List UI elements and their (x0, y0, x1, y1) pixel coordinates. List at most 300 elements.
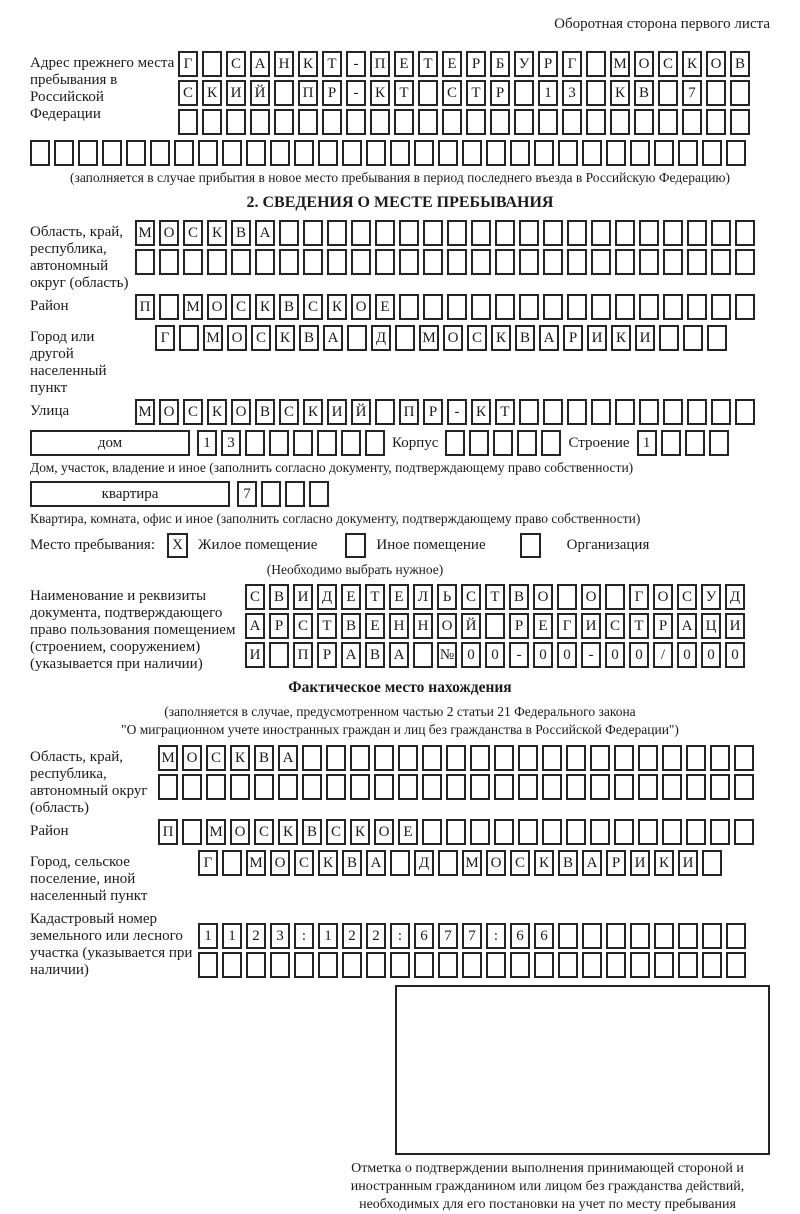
char-cell[interactable] (606, 923, 626, 949)
char-cell[interactable]: 3 (221, 430, 241, 456)
char-cell[interactable]: Т (418, 51, 438, 77)
char-cell[interactable] (178, 109, 198, 135)
char-cell[interactable] (687, 399, 707, 425)
char-cell[interactable] (469, 430, 489, 456)
char-cell[interactable]: О (486, 850, 506, 876)
char-cell[interactable] (309, 481, 329, 507)
char-cell[interactable] (366, 952, 386, 978)
char-cell[interactable]: Р (322, 80, 342, 106)
char-cell[interactable] (493, 430, 513, 456)
char-cell[interactable] (586, 51, 606, 77)
char-cell[interactable] (494, 745, 514, 771)
char-cell[interactable] (663, 399, 683, 425)
char-cell[interactable]: Г (562, 51, 582, 77)
char-cell[interactable]: В (634, 80, 654, 106)
char-cell[interactable] (470, 819, 490, 845)
char-cell[interactable] (543, 399, 563, 425)
char-cell[interactable]: С (254, 819, 274, 845)
char-cell[interactable] (514, 80, 534, 106)
char-cell[interactable] (270, 952, 290, 978)
char-cell[interactable] (567, 220, 587, 246)
char-cell[interactable]: В (365, 642, 385, 668)
char-cell[interactable] (226, 109, 246, 135)
char-cell[interactable] (438, 140, 458, 166)
char-cell[interactable]: А (389, 642, 409, 668)
char-cell[interactable] (222, 952, 242, 978)
char-cell[interactable] (231, 249, 251, 275)
char-cell[interactable]: 1 (222, 923, 242, 949)
char-cell[interactable]: - (581, 642, 601, 668)
char-cell[interactable] (566, 819, 586, 845)
char-cell[interactable]: О (634, 51, 654, 77)
char-cell[interactable]: Н (274, 51, 294, 77)
char-cell[interactable] (711, 399, 731, 425)
char-cell[interactable]: 0 (725, 642, 745, 668)
char-cell[interactable] (442, 109, 462, 135)
char-cell[interactable] (702, 923, 722, 949)
char-cell[interactable] (678, 923, 698, 949)
char-cell[interactable] (462, 952, 482, 978)
char-cell[interactable]: 1 (637, 430, 657, 456)
char-cell[interactable] (446, 819, 466, 845)
char-cell[interactable]: Д (317, 584, 337, 610)
char-cell[interactable] (422, 774, 442, 800)
char-cell[interactable]: Д (725, 584, 745, 610)
char-cell[interactable] (418, 109, 438, 135)
char-cell[interactable]: К (610, 80, 630, 106)
char-cell[interactable]: О (227, 325, 247, 351)
char-cell[interactable] (610, 109, 630, 135)
char-cell[interactable]: Ц (701, 613, 721, 639)
char-cell[interactable] (422, 819, 442, 845)
char-cell[interactable] (159, 294, 179, 320)
char-cell[interactable]: М (135, 399, 155, 425)
char-cell[interactable] (557, 584, 577, 610)
char-cell[interactable] (445, 430, 465, 456)
char-cell[interactable] (347, 325, 367, 351)
char-cell[interactable] (519, 399, 539, 425)
char-cell[interactable]: О (159, 399, 179, 425)
char-cell[interactable]: В (254, 745, 274, 771)
char-cell[interactable]: С (293, 613, 313, 639)
char-cell[interactable] (614, 745, 634, 771)
char-cell[interactable]: 0 (677, 642, 697, 668)
char-cell[interactable] (471, 294, 491, 320)
char-cell[interactable] (558, 140, 578, 166)
char-cell[interactable] (654, 923, 674, 949)
char-cell[interactable] (326, 745, 346, 771)
char-cell[interactable]: А (677, 613, 697, 639)
char-cell[interactable]: Г (629, 584, 649, 610)
char-cell[interactable] (659, 325, 679, 351)
char-cell[interactable]: Б (490, 51, 510, 77)
char-cell[interactable]: - (509, 642, 529, 668)
char-cell[interactable] (495, 249, 515, 275)
char-cell[interactable]: 0 (557, 642, 577, 668)
char-cell[interactable]: О (443, 325, 463, 351)
char-cell[interactable] (279, 249, 299, 275)
char-cell[interactable]: А (250, 51, 270, 77)
char-cell[interactable] (614, 819, 634, 845)
char-cell[interactable] (702, 140, 722, 166)
char-cell[interactable] (350, 774, 370, 800)
char-cell[interactable] (447, 249, 467, 275)
char-cell[interactable]: 0 (605, 642, 625, 668)
char-cell[interactable]: Р (423, 399, 443, 425)
char-cell[interactable]: Т (485, 584, 505, 610)
char-cell[interactable] (298, 109, 318, 135)
char-cell[interactable]: К (298, 51, 318, 77)
char-cell[interactable] (735, 220, 755, 246)
char-cell[interactable] (662, 745, 682, 771)
char-cell[interactable] (591, 220, 611, 246)
char-cell[interactable]: К (491, 325, 511, 351)
char-cell[interactable] (730, 80, 750, 106)
char-cell[interactable]: С (605, 613, 625, 639)
char-cell[interactable] (375, 220, 395, 246)
char-cell[interactable] (686, 819, 706, 845)
char-cell[interactable]: К (370, 80, 390, 106)
char-cell[interactable] (686, 774, 706, 800)
char-cell[interactable]: С (183, 220, 203, 246)
char-cell[interactable]: 1 (198, 923, 218, 949)
char-cell[interactable] (710, 819, 730, 845)
char-cell[interactable] (606, 140, 626, 166)
char-cell[interactable] (605, 584, 625, 610)
char-cell[interactable]: О (653, 584, 673, 610)
char-cell[interactable]: 0 (533, 642, 553, 668)
char-cell[interactable]: О (374, 819, 394, 845)
char-cell[interactable] (198, 952, 218, 978)
char-cell[interactable]: Ь (437, 584, 457, 610)
char-cell[interactable] (658, 109, 678, 135)
char-cell[interactable]: С (677, 584, 697, 610)
char-cell[interactable]: В (299, 325, 319, 351)
char-cell[interactable] (174, 140, 194, 166)
char-cell[interactable]: М (462, 850, 482, 876)
char-cell[interactable] (634, 109, 654, 135)
char-cell[interactable] (518, 745, 538, 771)
char-cell[interactable] (414, 952, 434, 978)
char-cell[interactable] (206, 774, 226, 800)
char-cell[interactable] (734, 819, 754, 845)
char-cell[interactable]: М (246, 850, 266, 876)
char-cell[interactable]: К (682, 51, 702, 77)
char-cell[interactable] (685, 430, 705, 456)
char-cell[interactable] (683, 325, 703, 351)
char-cell[interactable] (446, 774, 466, 800)
char-cell[interactable] (423, 220, 443, 246)
char-cell[interactable] (495, 220, 515, 246)
char-cell[interactable]: И (226, 80, 246, 106)
char-cell[interactable]: К (350, 819, 370, 845)
char-cell[interactable] (285, 481, 305, 507)
char-cell[interactable] (302, 774, 322, 800)
char-cell[interactable]: С (279, 399, 299, 425)
char-cell[interactable] (582, 140, 602, 166)
char-cell[interactable]: О (581, 584, 601, 610)
char-cell[interactable]: П (293, 642, 313, 668)
char-cell[interactable] (303, 220, 323, 246)
char-cell[interactable] (438, 850, 458, 876)
char-cell[interactable]: В (342, 850, 362, 876)
char-cell[interactable] (485, 613, 505, 639)
char-cell[interactable] (317, 430, 337, 456)
char-cell[interactable] (398, 774, 418, 800)
char-cell[interactable]: Р (317, 642, 337, 668)
char-cell[interactable] (687, 249, 707, 275)
char-cell[interactable] (365, 430, 385, 456)
char-cell[interactable] (534, 140, 554, 166)
char-cell[interactable] (518, 819, 538, 845)
char-cell[interactable]: Т (629, 613, 649, 639)
char-cell[interactable] (390, 850, 410, 876)
char-cell[interactable] (567, 249, 587, 275)
char-cell[interactable] (710, 774, 730, 800)
char-cell[interactable] (562, 109, 582, 135)
char-cell[interactable] (399, 220, 419, 246)
char-cell[interactable]: С (231, 294, 251, 320)
char-cell[interactable] (366, 140, 386, 166)
char-cell[interactable] (322, 109, 342, 135)
char-cell[interactable]: : (486, 923, 506, 949)
char-cell[interactable]: Р (606, 850, 626, 876)
char-cell[interactable] (518, 774, 538, 800)
char-cell[interactable] (678, 952, 698, 978)
char-cell[interactable]: В (341, 613, 361, 639)
char-cell[interactable]: Д (414, 850, 434, 876)
char-cell[interactable]: - (346, 51, 366, 77)
char-cell[interactable]: О (270, 850, 290, 876)
char-cell[interactable] (446, 745, 466, 771)
char-cell[interactable]: А (539, 325, 559, 351)
char-cell[interactable]: В (515, 325, 535, 351)
char-cell[interactable] (422, 745, 442, 771)
char-cell[interactable] (202, 51, 222, 77)
char-cell[interactable] (375, 399, 395, 425)
char-cell[interactable] (615, 220, 635, 246)
char-cell[interactable] (158, 774, 178, 800)
char-cell[interactable] (471, 249, 491, 275)
checkbox-organization[interactable] (520, 533, 541, 558)
char-cell[interactable]: Т (317, 613, 337, 639)
char-cell[interactable] (269, 642, 289, 668)
char-cell[interactable] (207, 249, 227, 275)
char-cell[interactable] (470, 745, 490, 771)
char-cell[interactable] (374, 774, 394, 800)
char-cell[interactable]: Е (341, 584, 361, 610)
char-cell[interactable]: С (326, 819, 346, 845)
char-cell[interactable] (350, 745, 370, 771)
char-cell[interactable]: Е (375, 294, 395, 320)
char-cell[interactable] (462, 140, 482, 166)
char-cell[interactable] (615, 249, 635, 275)
char-cell[interactable] (726, 952, 746, 978)
char-cell[interactable] (471, 220, 491, 246)
char-cell[interactable]: К (202, 80, 222, 106)
char-cell[interactable] (709, 430, 729, 456)
char-cell[interactable]: В (269, 584, 289, 610)
char-cell[interactable]: Т (466, 80, 486, 106)
char-cell[interactable]: Е (398, 819, 418, 845)
char-cell[interactable] (639, 220, 659, 246)
char-cell[interactable] (711, 294, 731, 320)
char-cell[interactable] (398, 745, 418, 771)
char-cell[interactable]: К (327, 294, 347, 320)
char-cell[interactable] (270, 140, 290, 166)
char-cell[interactable]: 6 (414, 923, 434, 949)
char-cell[interactable] (346, 109, 366, 135)
char-cell[interactable]: С (251, 325, 271, 351)
char-cell[interactable] (370, 109, 390, 135)
char-cell[interactable] (606, 952, 626, 978)
char-cell[interactable] (702, 952, 722, 978)
char-cell[interactable]: К (318, 850, 338, 876)
char-cell[interactable]: Д (371, 325, 391, 351)
char-cell[interactable]: М (610, 51, 630, 77)
char-cell[interactable] (707, 325, 727, 351)
char-cell[interactable] (261, 481, 281, 507)
char-cell[interactable] (662, 774, 682, 800)
char-cell[interactable] (658, 80, 678, 106)
char-cell[interactable]: 3 (270, 923, 290, 949)
char-cell[interactable] (630, 952, 650, 978)
char-cell[interactable] (135, 249, 155, 275)
char-cell[interactable]: 1 (318, 923, 338, 949)
char-cell[interactable]: Й (250, 80, 270, 106)
char-cell[interactable] (519, 220, 539, 246)
char-cell[interactable] (638, 819, 658, 845)
char-cell[interactable] (706, 109, 726, 135)
char-cell[interactable] (541, 430, 561, 456)
char-cell[interactable] (638, 774, 658, 800)
char-cell[interactable] (586, 109, 606, 135)
char-cell[interactable]: 6 (510, 923, 530, 949)
char-cell[interactable] (202, 109, 222, 135)
char-cell[interactable] (558, 923, 578, 949)
char-cell[interactable] (414, 140, 434, 166)
char-cell[interactable] (686, 745, 706, 771)
char-cell[interactable] (630, 140, 650, 166)
char-cell[interactable]: С (245, 584, 265, 610)
char-cell[interactable]: И (293, 584, 313, 610)
char-cell[interactable] (542, 774, 562, 800)
char-cell[interactable] (399, 249, 419, 275)
char-cell[interactable] (614, 774, 634, 800)
char-cell[interactable] (279, 220, 299, 246)
char-cell[interactable] (375, 249, 395, 275)
char-cell[interactable]: К (611, 325, 631, 351)
char-cell[interactable]: 7 (237, 481, 257, 507)
char-cell[interactable] (702, 850, 722, 876)
char-cell[interactable] (662, 819, 682, 845)
char-cell[interactable] (413, 642, 433, 668)
char-cell[interactable]: И (678, 850, 698, 876)
char-cell[interactable]: К (471, 399, 491, 425)
char-cell[interactable]: Е (533, 613, 553, 639)
char-cell[interactable]: К (275, 325, 295, 351)
char-cell[interactable] (726, 140, 746, 166)
char-cell[interactable]: В (558, 850, 578, 876)
char-cell[interactable]: К (278, 819, 298, 845)
char-cell[interactable]: Н (389, 613, 409, 639)
char-cell[interactable] (706, 80, 726, 106)
char-cell[interactable] (423, 294, 443, 320)
char-cell[interactable] (222, 140, 242, 166)
char-cell[interactable] (654, 140, 674, 166)
char-cell[interactable]: Г (178, 51, 198, 77)
char-cell[interactable]: 2 (342, 923, 362, 949)
char-cell[interactable] (126, 140, 146, 166)
char-cell[interactable]: С (183, 399, 203, 425)
char-cell[interactable]: В (302, 819, 322, 845)
char-cell[interactable]: О (159, 220, 179, 246)
char-cell[interactable] (517, 430, 537, 456)
char-cell[interactable] (639, 294, 659, 320)
char-cell[interactable]: Т (394, 80, 414, 106)
char-cell[interactable]: 7 (438, 923, 458, 949)
char-cell[interactable] (582, 952, 602, 978)
char-cell[interactable]: К (255, 294, 275, 320)
char-cell[interactable] (534, 952, 554, 978)
char-cell[interactable] (542, 745, 562, 771)
char-cell[interactable] (558, 952, 578, 978)
char-cell[interactable]: П (370, 51, 390, 77)
char-cell[interactable] (318, 952, 338, 978)
char-cell[interactable] (730, 109, 750, 135)
char-cell[interactable]: И (635, 325, 655, 351)
char-cell[interactable]: Г (557, 613, 577, 639)
char-cell[interactable]: О (437, 613, 457, 639)
char-cell[interactable]: А (245, 613, 265, 639)
char-cell[interactable] (663, 220, 683, 246)
char-cell[interactable] (543, 294, 563, 320)
char-cell[interactable] (245, 430, 265, 456)
char-cell[interactable] (654, 952, 674, 978)
char-cell[interactable]: Р (466, 51, 486, 77)
char-cell[interactable] (639, 249, 659, 275)
char-cell[interactable]: О (533, 584, 553, 610)
char-cell[interactable] (102, 140, 122, 166)
char-cell[interactable]: К (207, 399, 227, 425)
char-cell[interactable]: М (135, 220, 155, 246)
char-cell[interactable] (538, 109, 558, 135)
char-cell[interactable] (735, 249, 755, 275)
char-cell[interactable] (274, 80, 294, 106)
char-cell[interactable] (726, 923, 746, 949)
char-cell[interactable]: А (582, 850, 602, 876)
char-cell[interactable] (519, 294, 539, 320)
char-cell[interactable] (566, 745, 586, 771)
char-cell[interactable]: С (303, 294, 323, 320)
char-cell[interactable] (682, 109, 702, 135)
char-cell[interactable]: И (581, 613, 601, 639)
char-cell[interactable]: А (255, 220, 275, 246)
char-cell[interactable] (183, 249, 203, 275)
char-cell[interactable] (711, 220, 731, 246)
char-cell[interactable] (198, 140, 218, 166)
char-cell[interactable] (734, 774, 754, 800)
char-cell[interactable] (615, 294, 635, 320)
char-cell[interactable] (486, 140, 506, 166)
char-cell[interactable]: С (467, 325, 487, 351)
char-cell[interactable] (591, 294, 611, 320)
char-cell[interactable]: С (178, 80, 198, 106)
char-cell[interactable] (510, 140, 530, 166)
char-cell[interactable] (735, 294, 755, 320)
char-cell[interactable]: С (461, 584, 481, 610)
char-cell[interactable] (150, 140, 170, 166)
